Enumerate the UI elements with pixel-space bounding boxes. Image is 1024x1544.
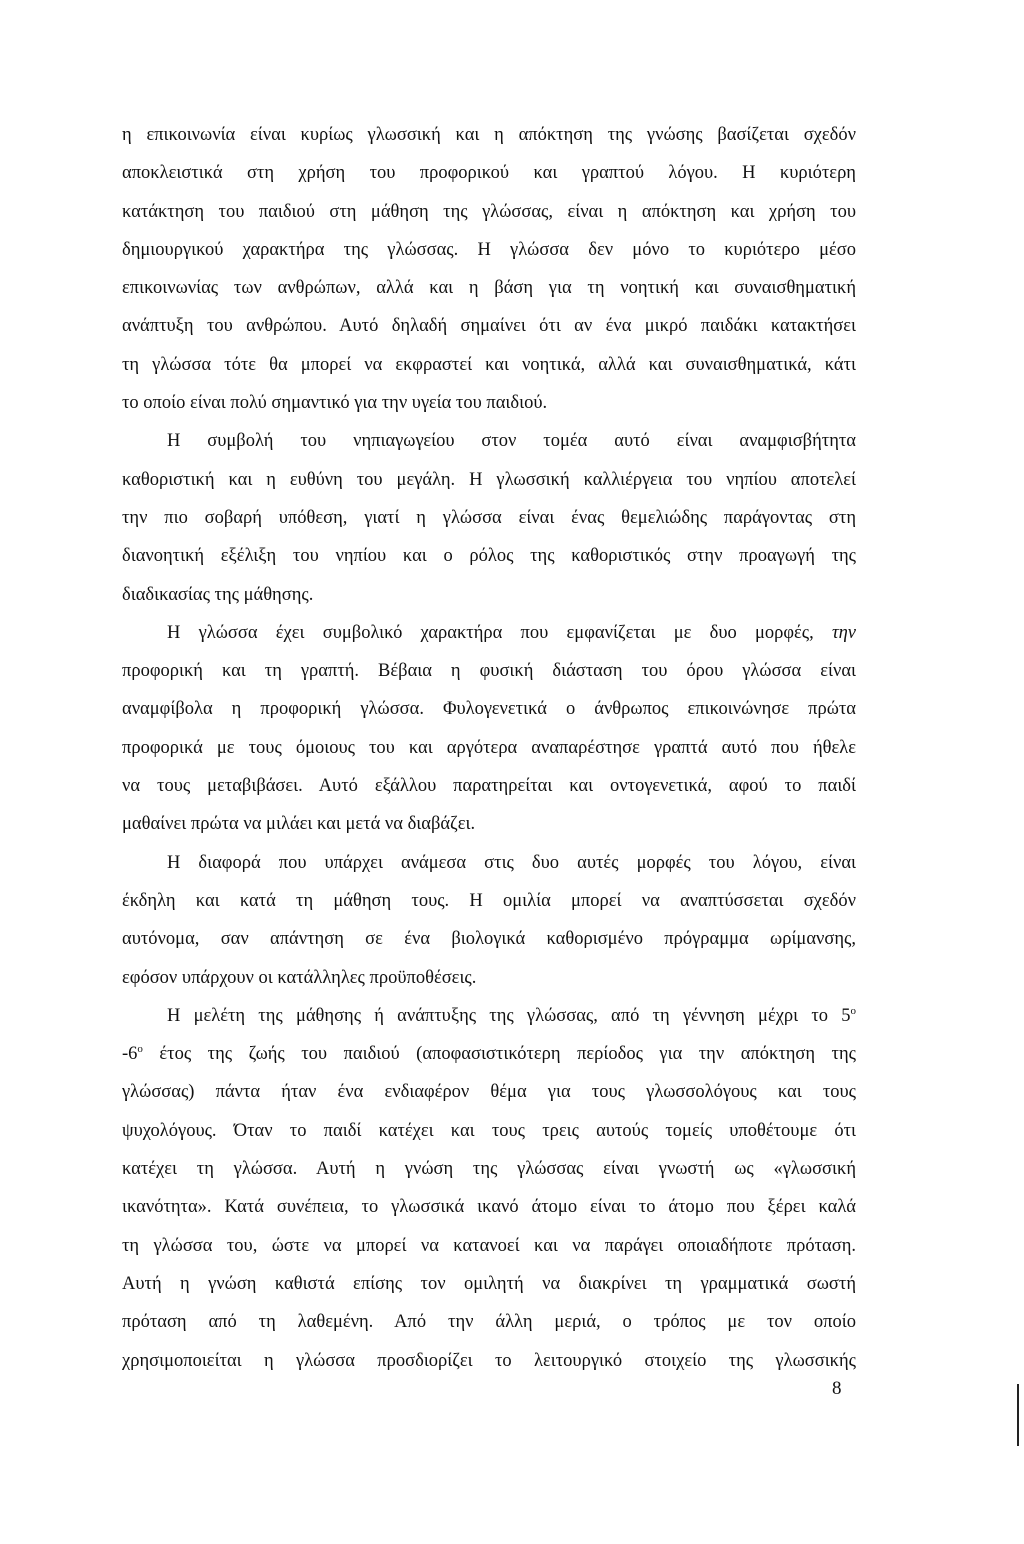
italic-word: την bbox=[832, 622, 857, 643]
text-line: αυτόνομα, σαν απάντηση σε ένα βιολογικά καθορισμένο πρόγραμμα ωρίμανσης, bbox=[122, 929, 856, 950]
text-line bbox=[122, 997, 856, 1035]
superscript: ο bbox=[850, 1004, 856, 1017]
text-line: την πιο σοβαρή υπόθεση, γιατί η γλώσσα είναι ένας θεμελιώδης παράγοντας στη bbox=[122, 507, 856, 528]
text-line: γλώσσας) πάντα ήταν ένα ενδιαφέρον θέμα για τους γλωσσολόγους και τους bbox=[122, 1082, 856, 1103]
text-line: εφόσον υπάρχουν οι κατάλληλες προϋποθέσεις. bbox=[122, 967, 477, 988]
body-text bbox=[122, 116, 856, 1380]
text-line: μαθαίνει πρώτα να μιλάει και μετά να διαβάζει. bbox=[122, 814, 476, 835]
text-line: διαδικασίας της μάθησης. bbox=[122, 584, 314, 605]
text-line: Η συμβολή του νηπιαγωγείου στον τομέα αυτό είναι αναμφισβήτητα bbox=[167, 431, 856, 452]
text-line: έκδηλη και κατά τη μάθηση τους. Η ομιλία μπορεί να αναπτύσσεται σχεδόν bbox=[122, 890, 856, 911]
text-segment: -6 bbox=[122, 1044, 138, 1065]
text-line: δημιουργικού χαρακτήρα της γλώσσας. Η γλώσσα δεν μόνο το κυριότερο μέσο bbox=[122, 239, 856, 260]
text-line: τη γλώσσα τότε θα μπορεί να εκφραστεί και νοητικά, αλλά και συναισθηματικά, κάτι bbox=[122, 354, 856, 375]
text-line: διανοητική εξέλιξη του νηπίου και ο ρόλος της καθοριστικός στην προαγωγή της bbox=[122, 546, 856, 567]
text-line: ικανότητα». Κατά συνέπεια, το γλωσσικά ικανό άτομο είναι το άτομο που ξέρει καλά bbox=[122, 1197, 856, 1218]
text-segment: έτος της ζωής του παιδιού (αποφασιστικότερη περίοδος για την απόκτηση της bbox=[142, 1044, 856, 1065]
text-segment: Η μελέτη της μάθησης ή ανάπτυξης της γλώσσας, από τη γέννηση μέχρι το 5 bbox=[167, 1005, 851, 1026]
page-number: 8 bbox=[832, 1378, 842, 1399]
text-line: να τους μεταβιβάσει. Αυτό εξάλλου παρατηρείται και οντογενετικά, αφού το παιδί bbox=[122, 776, 856, 797]
text-line: αναμφίβολα η προφορική γλώσσα. Φυλογενετικά ο άνθρωπος επικοινώνησε πρώτα bbox=[122, 699, 856, 720]
text-line: κατέχει τη γλώσσα. Αυτή η γνώση της γλώσσας είναι γνωστή ως «γλωσσική bbox=[122, 1159, 856, 1180]
text-line: ψυχολόγους. Όταν το παιδί κατέχει και τους τρεις αυτούς τομείς υποθέτουμε ότι bbox=[122, 1120, 856, 1141]
scan-edge-mark bbox=[1017, 1384, 1019, 1446]
text-line: επικοινωνίας των ανθρώπων, αλλά και η βάση για τη νοητική και συναισθηματική bbox=[122, 278, 856, 299]
text-line: τη γλώσσα του, ώστε να μπορεί να κατανοεί και να παράγει οποιαδήποτε πρόταση. bbox=[122, 1235, 856, 1256]
text-line bbox=[122, 1035, 856, 1073]
text-line: πρόταση από τη λαθεμένη. Από την άλλη μεριά, ο τρόπος με τον οποίο bbox=[122, 1312, 856, 1333]
text-segment: Η γλώσσα έχει συμβολικό χαρακτήρα που εμφανίζεται με δυο μορφές, bbox=[167, 622, 814, 643]
text-line: αποκλειστικά στη χρήση του προφορικού και γραπτού λόγου. Η κυριότερη bbox=[122, 163, 856, 184]
text-line: χρησιμοποιείται η γλώσσα προσδιορίζει το λειτουργικό στοιχείο της γλωσσικής bbox=[122, 1350, 856, 1371]
text-line: το οποίο είναι πολύ σημαντικό για την υγεία του παιδιού. bbox=[122, 393, 548, 414]
text-line: η επικοινωνία είναι κυρίως γλωσσική και η απόκτηση της γνώσης βασίζεται σχεδόν bbox=[122, 125, 856, 145]
text-line: προφορική και τη γραπτή. Βέβαια η φυσική διάσταση του όρου γλώσσα είναι bbox=[122, 661, 856, 682]
text-line: κατάκτηση του παιδιού στη μάθηση της γλώσσας, είναι η απόκτηση και χρήση του bbox=[122, 201, 856, 222]
text-line: Η διαφορά που υπάρχει ανάμεσα στις δυο αυτές μορφές του λόγου, είναι bbox=[167, 852, 856, 873]
text-line: καθοριστική και η ευθύνη του μεγάλη. Η γλωσσική καλλιέργεια του νηπίου αποτελεί bbox=[122, 469, 856, 490]
text-line: Αυτή η γνώση καθιστά επίσης τον ομιλητή να διακρίνει τη γραμματικά σωστή bbox=[122, 1273, 856, 1294]
text-line: προφορικά με τους όμοιους του και αργότερα αναπαρέστησε γραπτά αυτό που ήθελε bbox=[122, 737, 856, 758]
text-line: ανάπτυξη του ανθρώπου. Αυτό δηλαδή σημαίνει ότι αν ένα μικρό παιδάκι κατακτήσει bbox=[122, 316, 856, 337]
text-line bbox=[122, 614, 856, 652]
superscript: ο bbox=[137, 1043, 143, 1056]
